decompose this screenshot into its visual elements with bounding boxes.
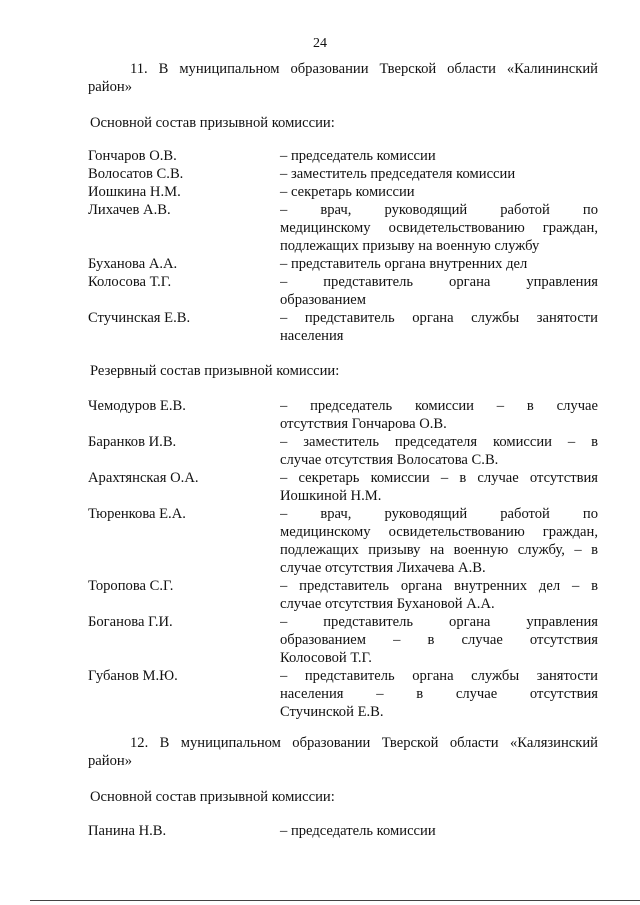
member-role xyxy=(280,577,598,613)
member-name: Торопова С.Г. xyxy=(88,578,174,594)
member-name: Буханова А.А. xyxy=(88,256,178,272)
member-role-line: – председатель комиссии – в случае xyxy=(280,398,598,414)
member-role-line: – заместитель председателя комиссии – в xyxy=(280,434,598,450)
page-edge-rule xyxy=(30,900,640,901)
member-role-line: – представитель органа управления xyxy=(280,614,598,630)
member-role-line: – заместитель председателя комиссии xyxy=(280,166,516,182)
member-name: Колосова Т.Г. xyxy=(88,274,172,290)
member-role-line: медицинскому освидетельствованию граждан, xyxy=(280,524,598,540)
member-role xyxy=(280,201,598,255)
member-role xyxy=(280,397,598,433)
member-role-line: населения – в случае отсутствия xyxy=(280,686,598,702)
member-role xyxy=(280,613,598,667)
member-name: Боганова Г.И. xyxy=(88,614,173,630)
member-role-line: Стучинской Е.В. xyxy=(280,704,384,720)
member-role-line: – председатель комиссии xyxy=(280,823,436,839)
reserve-composition-caption: Резервный состав призывной комиссии: xyxy=(90,363,340,379)
member-role-line: – представитель органа управления xyxy=(280,274,598,290)
member-role-line: – врач, руководящий работой по xyxy=(280,202,598,218)
member-role-line: Иошкиной Н.М. xyxy=(280,488,382,504)
member-name: Баранков И.В. xyxy=(88,434,177,450)
member-name: Чемодуров Е.В. xyxy=(88,398,186,414)
member-name: Иошкина Н.М. xyxy=(88,184,181,200)
member-role-line: случае отсутствия Бухановой А.А. xyxy=(280,596,495,612)
section-11-heading xyxy=(88,60,598,78)
member-role-line: – секретарь комиссии xyxy=(280,184,415,200)
member-role xyxy=(280,255,598,273)
member-role-line: – представитель органа службы занятости xyxy=(280,668,598,684)
member-role-line: случае отсутствия Волосатова С.В. xyxy=(280,452,499,468)
member-role xyxy=(280,147,598,165)
page-number: 24 xyxy=(313,36,327,51)
member-role-line: населения xyxy=(280,328,344,344)
section-heading-line: 12. В муниципальном образовании Тверской области «Калязинский xyxy=(130,735,598,751)
member-role xyxy=(280,469,598,505)
member-role xyxy=(280,273,598,309)
member-role-line: образованием xyxy=(280,292,366,308)
member-role-line: подлежащих призыву на военную службу, – в xyxy=(280,542,598,558)
member-role-line: случае отсутствия Лихачева А.В. xyxy=(280,560,486,576)
member-role xyxy=(280,822,598,840)
member-role xyxy=(280,309,598,345)
member-name: Волосатов С.В. xyxy=(88,166,184,182)
member-role xyxy=(280,667,598,721)
main-composition-caption: Основной состав призывной комиссии: xyxy=(90,789,335,805)
member-role-line: – председатель комиссии xyxy=(280,148,436,164)
member-name: Стучинская Е.В. xyxy=(88,310,191,326)
member-role-line: – врач, руководящий работой по xyxy=(280,506,598,522)
member-role xyxy=(280,433,598,469)
member-role-line: Колосовой Т.Г. xyxy=(280,650,372,666)
member-role xyxy=(280,165,598,183)
member-name: Гончаров О.В. xyxy=(88,148,177,164)
section-heading-line-2: район» xyxy=(88,79,132,95)
member-role-line: – представитель органа внутренних дел xyxy=(280,256,528,272)
member-role-line: образованием – в случае отсутствия xyxy=(280,632,598,648)
member-name: Арахтянская О.А. xyxy=(88,470,199,486)
member-role xyxy=(280,183,598,201)
member-role-line: отсутствия Гончарова О.В. xyxy=(280,416,447,432)
section-heading-line: 11. В муниципальном образовании Тверской области «Калининский xyxy=(130,61,598,77)
main-composition-caption: Основной состав призывной комиссии: xyxy=(90,115,335,131)
member-role-line: медицинскому освидетельствованию граждан, xyxy=(280,220,598,236)
section-12-heading xyxy=(88,734,598,752)
member-name: Панина Н.В. xyxy=(88,823,167,839)
member-role-line: – секретарь комиссии – в случае отсутствия xyxy=(280,470,598,486)
member-role-line: – представитель органа службы занятости xyxy=(280,310,598,326)
member-role-line: – представитель органа внутренних дел – в xyxy=(280,578,598,594)
member-name: Лихачев А.В. xyxy=(88,202,171,218)
member-role-line: подлежащих призыву на военную службу xyxy=(280,238,540,254)
member-role xyxy=(280,505,598,577)
section-heading-line-2: район» xyxy=(88,753,132,769)
member-name: Тюренкова Е.А. xyxy=(88,506,186,522)
member-name: Губанов М.Ю. xyxy=(88,668,178,684)
